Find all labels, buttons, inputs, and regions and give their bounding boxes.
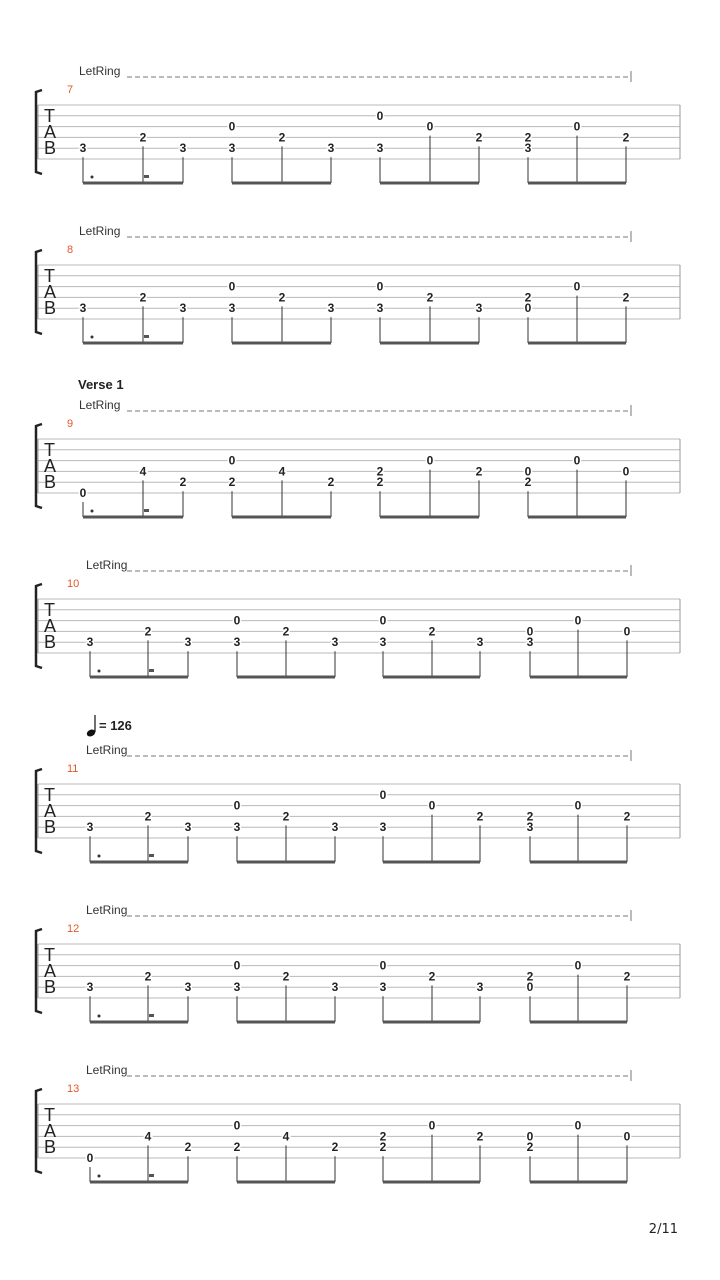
- fret-number: 3: [376, 301, 384, 316]
- fret-number: 3: [327, 141, 335, 156]
- fret-number: 0: [524, 301, 532, 316]
- measure-number: 11: [67, 763, 79, 775]
- fret-number: 3: [379, 820, 387, 835]
- measure-number: 10: [67, 578, 80, 590]
- let-ring-label: LetRing: [86, 903, 128, 917]
- let-ring-label: LetRing: [86, 558, 128, 572]
- fret-number: 2: [233, 1140, 241, 1155]
- fret-number: 3: [184, 820, 192, 835]
- fret-number: 3: [184, 635, 192, 650]
- fret-number: 3: [331, 820, 339, 835]
- fret-number: 0: [79, 486, 87, 500]
- fret-number: 0: [428, 798, 436, 813]
- fret-number: 0: [233, 1118, 241, 1133]
- rhythm-dot: [91, 176, 94, 179]
- fret-number: 3: [86, 980, 94, 995]
- let-ring-label: LetRing: [86, 743, 128, 757]
- tab-clef-letter: A: [44, 616, 57, 636]
- system-bracket: [36, 769, 42, 853]
- tab-clef-letter: B: [44, 632, 57, 652]
- fret-number: 2: [327, 475, 335, 490]
- fret-number: 2: [376, 475, 384, 490]
- partial-beam: [149, 1174, 154, 1177]
- fret-number: 2: [331, 1140, 339, 1155]
- let-ring-label: LetRing: [79, 224, 121, 238]
- fret-number: 0: [426, 453, 434, 468]
- tab-clef-letter: T: [44, 266, 55, 286]
- fret-number: 0: [233, 613, 241, 628]
- fret-number: 2: [622, 130, 630, 145]
- fret-number: 2: [476, 809, 484, 824]
- fret-number: 3: [233, 635, 241, 650]
- tab-clef-letter: T: [44, 600, 55, 620]
- fret-number: 2: [428, 624, 436, 639]
- measure-number: 9: [67, 418, 74, 430]
- fret-number: 2: [622, 290, 630, 305]
- fret-number: 2: [623, 809, 631, 824]
- fret-number: 0: [524, 464, 532, 479]
- fret-number: 3: [379, 635, 387, 650]
- fret-number: 0: [379, 958, 387, 973]
- tempo-marking: = 126: [99, 718, 132, 733]
- tab-clef-letter: B: [44, 1137, 57, 1157]
- tab-clef-letter: B: [44, 472, 57, 492]
- fret-number: 3: [379, 980, 387, 995]
- tab-clef-letter: B: [44, 977, 57, 997]
- partial-beam: [144, 175, 149, 178]
- fret-number: 2: [228, 475, 236, 490]
- tab-clef-letter: A: [44, 456, 57, 476]
- fret-number: 3: [179, 301, 187, 316]
- tab-clef-letter: B: [44, 138, 57, 158]
- fret-number: 2: [428, 969, 436, 984]
- fret-number: 2: [144, 809, 152, 824]
- partial-beam: [149, 1014, 154, 1017]
- partial-beam: [144, 509, 149, 512]
- fret-number: 3: [179, 141, 187, 156]
- fret-number: 3: [327, 301, 335, 316]
- fret-number: 0: [573, 453, 581, 468]
- fret-number: 3: [233, 820, 241, 835]
- fret-number: 4: [139, 464, 147, 479]
- fret-number: 2: [282, 809, 290, 824]
- fret-number: 0: [526, 624, 534, 639]
- fret-number: 4: [144, 1129, 152, 1144]
- tab-clef-letter: A: [44, 122, 57, 142]
- fret-number: 3: [331, 635, 339, 650]
- tab-clef-letter: A: [44, 801, 57, 821]
- fret-number: 3: [86, 635, 94, 650]
- system-bracket: [36, 584, 42, 668]
- fret-number: 2: [475, 130, 483, 145]
- let-ring-label: LetRing: [79, 64, 121, 78]
- fret-number: 0: [573, 279, 581, 294]
- fret-number: 2: [144, 969, 152, 984]
- fret-number: 0: [622, 464, 630, 479]
- rhythm-dot: [91, 510, 94, 513]
- fret-number: 2: [376, 464, 384, 479]
- page-number: 2/11: [648, 1222, 678, 1237]
- fret-number: 2: [524, 130, 532, 145]
- fret-number: 2: [426, 290, 434, 305]
- fret-number: 0: [428, 1118, 436, 1133]
- fret-number: 2: [526, 1140, 534, 1155]
- fret-number: 3: [228, 301, 236, 316]
- fret-number: 3: [476, 635, 484, 650]
- fret-number: 0: [228, 119, 236, 134]
- fret-number: 2: [526, 809, 534, 824]
- fret-number: 0: [379, 613, 387, 628]
- fret-number: 0: [379, 787, 387, 802]
- fret-number: 3: [526, 820, 534, 835]
- fret-number: 2: [524, 290, 532, 305]
- fret-number: 2: [278, 290, 286, 305]
- fret-number: 0: [526, 1129, 534, 1144]
- fret-number: 2: [282, 624, 290, 639]
- rhythm-dot: [98, 1175, 101, 1178]
- fret-number: 2: [144, 624, 152, 639]
- fret-number: 3: [79, 141, 87, 156]
- rhythm-dot: [98, 670, 101, 673]
- fret-number: 2: [282, 969, 290, 984]
- fret-number: 0: [228, 453, 236, 468]
- partial-beam: [149, 669, 154, 672]
- fret-number: 2: [476, 1129, 484, 1144]
- tab-clef-letter: T: [44, 1105, 55, 1125]
- fret-number: 3: [524, 141, 532, 156]
- fret-number: 3: [86, 820, 94, 835]
- fret-number: 2: [475, 464, 483, 479]
- fret-number: 2: [379, 1140, 387, 1155]
- tab-clef-letter: A: [44, 1121, 57, 1141]
- rhythm-dot: [98, 855, 101, 858]
- system-bracket: [36, 929, 42, 1013]
- fret-number: 2: [278, 130, 286, 145]
- fret-number: 3: [376, 141, 384, 156]
- fret-number: 2: [139, 130, 147, 145]
- fret-number: 3: [228, 141, 236, 156]
- fret-number: 4: [282, 1129, 290, 1144]
- rhythm-dot: [91, 336, 94, 339]
- fret-number: 0: [233, 798, 241, 813]
- partial-beam: [149, 854, 154, 857]
- measure-number: 7: [67, 84, 74, 96]
- measure-number: 13: [67, 1083, 80, 1095]
- fret-number: 0: [623, 1129, 631, 1144]
- fret-number: 0: [426, 119, 434, 134]
- tab-clef-letter: B: [44, 298, 57, 318]
- measure-number: 8: [67, 244, 74, 256]
- fret-number: 3: [331, 980, 339, 995]
- fret-number: 3: [475, 301, 483, 316]
- tab-clef-letter: A: [44, 961, 57, 981]
- fret-number: 0: [526, 980, 534, 995]
- fret-number: 0: [574, 1118, 582, 1133]
- fret-number: 0: [86, 1151, 94, 1165]
- system-bracket: [36, 250, 42, 334]
- fret-number: 2: [139, 290, 147, 305]
- fret-number: 2: [524, 475, 532, 490]
- fret-number: 4: [278, 464, 286, 479]
- fret-number: 0: [574, 613, 582, 628]
- fret-number: 2: [379, 1129, 387, 1144]
- fret-number: 0: [228, 279, 236, 294]
- measure-number: 12: [67, 923, 80, 935]
- tab-clef-letter: B: [44, 817, 57, 837]
- fret-number: 3: [184, 980, 192, 995]
- fret-number: 3: [233, 980, 241, 995]
- fret-number: 2: [623, 969, 631, 984]
- let-ring-label: LetRing: [79, 398, 121, 412]
- fret-number: 0: [574, 958, 582, 973]
- fret-number: 3: [526, 635, 534, 650]
- tab-clef-letter: T: [44, 106, 55, 126]
- partial-beam: [144, 335, 149, 338]
- fret-number: 2: [526, 969, 534, 984]
- tab-clef-letter: T: [44, 945, 55, 965]
- fret-number: 0: [376, 279, 384, 294]
- system-bracket: [36, 90, 42, 174]
- tab-clef-letter: A: [44, 282, 57, 302]
- fret-number: 0: [573, 119, 581, 134]
- rhythm-dot: [98, 1015, 101, 1018]
- let-ring-label: LetRing: [86, 1063, 128, 1077]
- fret-number: 3: [476, 980, 484, 995]
- fret-number: 0: [233, 958, 241, 973]
- system-bracket: [36, 1089, 42, 1173]
- tab-clef-letter: T: [44, 785, 55, 805]
- fret-number: 2: [184, 1140, 192, 1155]
- fret-number: 0: [623, 624, 631, 639]
- fret-number: 0: [376, 108, 384, 123]
- section-title: Verse 1: [78, 377, 124, 392]
- fret-number: 2: [179, 475, 187, 490]
- fret-number: 0: [574, 798, 582, 813]
- tab-clef-letter: T: [44, 440, 55, 460]
- fret-number: 3: [79, 301, 87, 316]
- system-bracket: [36, 424, 42, 508]
